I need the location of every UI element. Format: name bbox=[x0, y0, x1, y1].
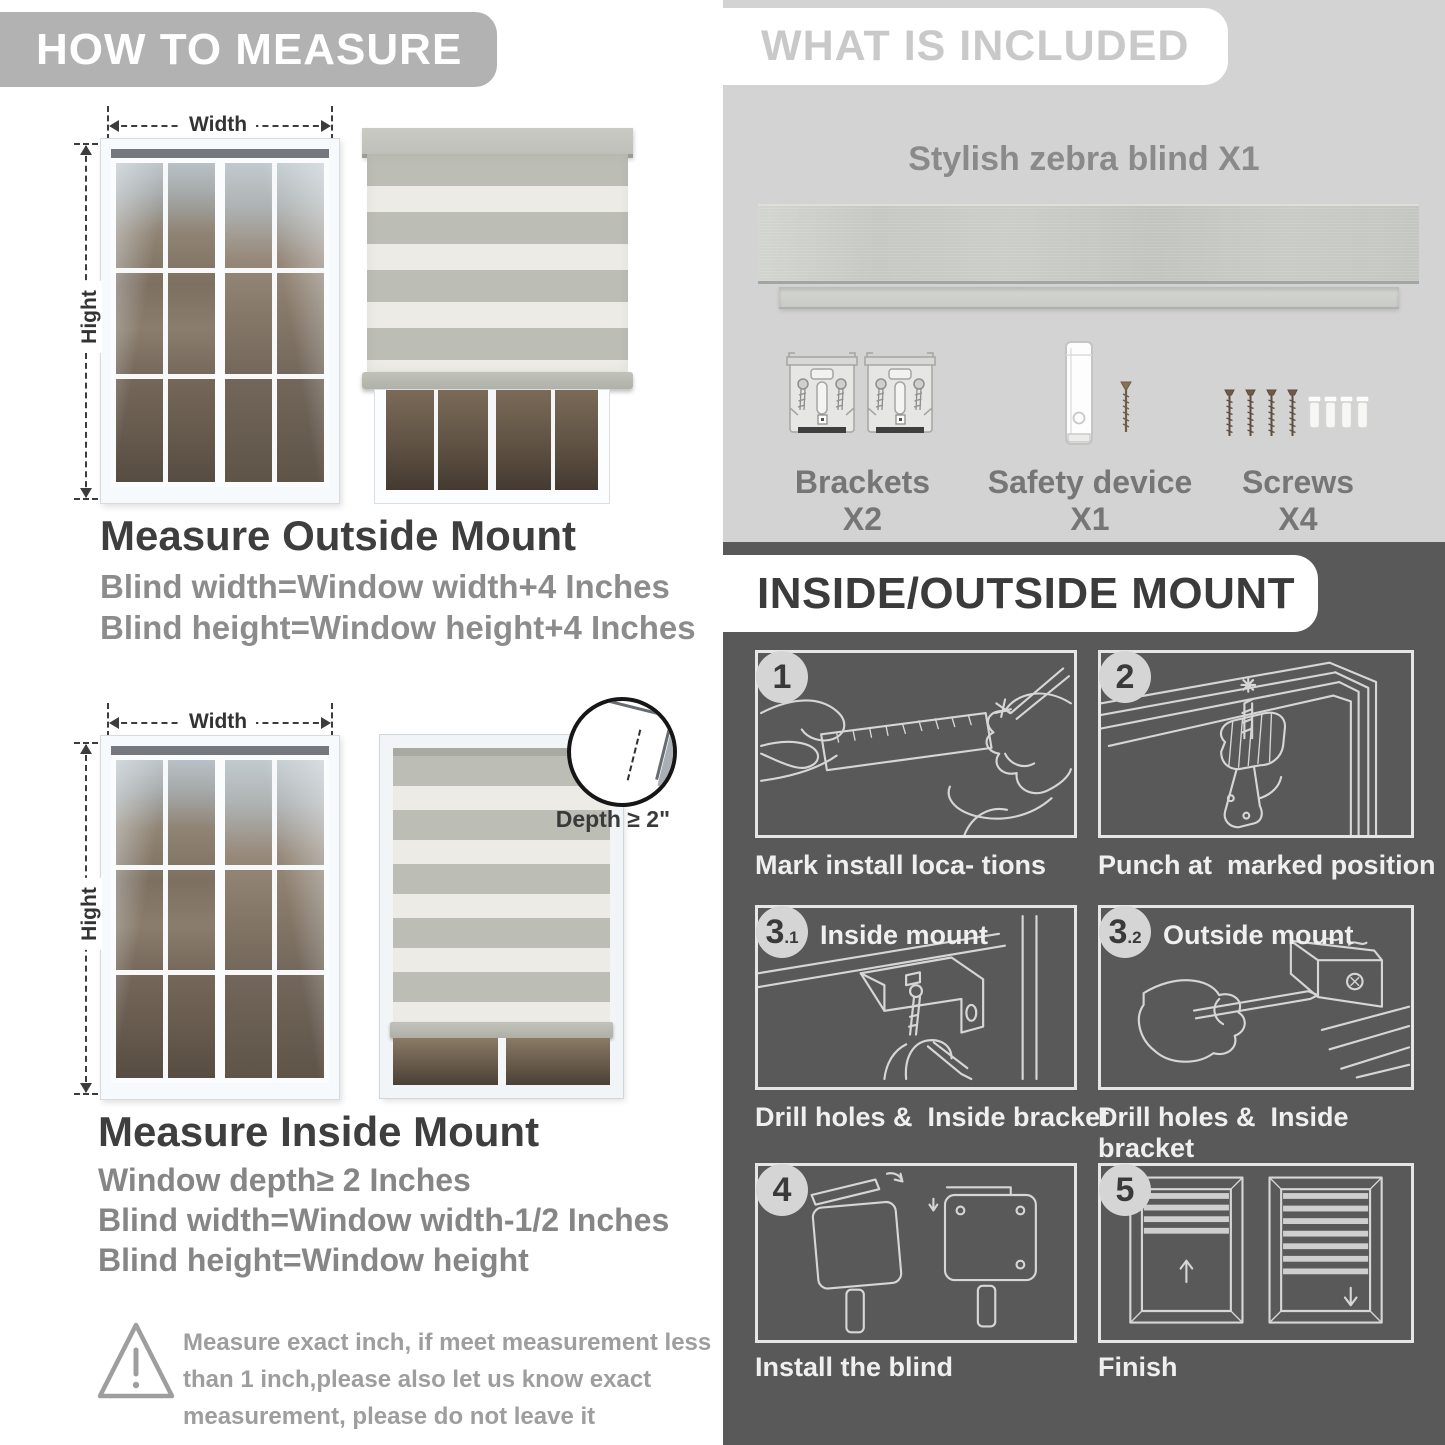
window-glass bbox=[393, 1038, 610, 1085]
step-caption-4: Install the blind bbox=[755, 1352, 954, 1382]
screw-icon bbox=[1118, 380, 1134, 438]
warning-triangle-icon bbox=[95, 1318, 177, 1404]
arrow-down-icon bbox=[80, 1083, 92, 1093]
blind-bottomrail bbox=[390, 1022, 613, 1038]
included-header: WHAT IS INCLUDED bbox=[723, 8, 1228, 85]
height-label: Hight bbox=[78, 281, 102, 353]
outside-rule-width: Blind width=Window width+4 Inches bbox=[100, 568, 670, 605]
inside-rule-width: Blind width=Window width-1/2 Inches bbox=[98, 1202, 670, 1238]
height-measurement-left-1 bbox=[60, 143, 110, 500]
step-number-badge: 5 bbox=[1099, 1164, 1151, 1216]
inside-rule-height: Blind height=Window height bbox=[98, 1242, 529, 1278]
step-caption-3-1: Drill holes & Inside bracket bbox=[755, 1102, 1110, 1132]
window-door-right bbox=[220, 755, 329, 1083]
step-title: Inside mount bbox=[820, 920, 988, 950]
width-label: Width bbox=[180, 710, 256, 734]
zebra-blind-rail bbox=[758, 204, 1419, 284]
brackets-caption: Brackets X2 bbox=[794, 464, 931, 537]
arrow-left-icon bbox=[109, 717, 119, 729]
screws-caption: Screws X4 bbox=[1241, 464, 1355, 537]
blind-fabric bbox=[393, 756, 610, 1024]
step-number-badge: 4 bbox=[756, 1164, 808, 1216]
zebra-blind-rail-lip bbox=[779, 287, 1399, 309]
step-number-badge: 1 bbox=[756, 651, 808, 703]
blind-fabric bbox=[367, 154, 628, 372]
how-to-measure-header: HOW TO MEASURE bbox=[0, 12, 497, 87]
window-photo-inside bbox=[100, 735, 340, 1100]
arrow-left-icon bbox=[109, 120, 119, 132]
step-panel-4 bbox=[755, 1163, 1077, 1343]
window-valance bbox=[111, 746, 329, 755]
width-label: Width bbox=[180, 113, 256, 137]
window-door-right bbox=[220, 158, 329, 487]
screws-anchors-icon bbox=[1223, 388, 1373, 442]
safety-device-caption: Safety device X1 bbox=[987, 464, 1193, 537]
step-caption-3-2: Drill holes & Inside bracket bbox=[1098, 1102, 1357, 1163]
window-behind-blind bbox=[374, 389, 610, 504]
width-measurement-top bbox=[107, 106, 333, 140]
step-title: Outside mount bbox=[1163, 920, 1354, 950]
window-door-left bbox=[111, 755, 220, 1083]
mount-header: INSIDE/OUTSIDE MOUNT bbox=[723, 555, 1318, 632]
inside-rule-depth: Window depth≥ 2 Inches bbox=[98, 1162, 471, 1198]
bracket-icon bbox=[785, 348, 859, 443]
step-caption-2: Punch at marked position bbox=[1098, 850, 1436, 880]
arrow-down-icon bbox=[80, 488, 92, 498]
window-valance bbox=[111, 149, 329, 158]
step-caption-5: Finish bbox=[1098, 1352, 1178, 1382]
outside-rule-height: Blind height=Window height+4 Inches bbox=[100, 609, 696, 646]
bracket-icon bbox=[863, 348, 937, 443]
window-photo-outside bbox=[100, 138, 340, 504]
arrow-up-icon bbox=[80, 145, 92, 155]
warning-text: Measure exact inch, if meet measurement less than 1 inch,please also let us know exact measurement, please do not leave it bbox=[183, 1329, 712, 1430]
step-panel-5 bbox=[1098, 1163, 1414, 1343]
step-number-badge: 3.1 bbox=[756, 906, 808, 958]
width-measurement-bottom bbox=[107, 703, 333, 737]
arrow-up-icon bbox=[80, 744, 92, 754]
arrow-right-icon bbox=[321, 120, 331, 132]
step-number-badge: 3.2 bbox=[1099, 906, 1151, 958]
inside-mount-heading: Measure Inside Mount bbox=[98, 1108, 540, 1155]
safety-device-icon bbox=[1058, 338, 1100, 450]
step-panel-3-1 bbox=[755, 905, 1077, 1090]
blind-bottomrail bbox=[362, 372, 633, 389]
arrow-right-icon bbox=[321, 717, 331, 729]
step-number-badge: 2 bbox=[1099, 651, 1151, 703]
height-label: Hight bbox=[78, 878, 102, 950]
outside-mount-heading: Measure Outside Mount bbox=[100, 512, 577, 559]
depth-detail-magnifier bbox=[567, 697, 677, 807]
step-panel-2 bbox=[1098, 650, 1414, 838]
step-caption-1: Mark install loca- tions bbox=[755, 850, 1047, 880]
height-measurement-left-2 bbox=[60, 742, 110, 1095]
step-panel-1 bbox=[755, 650, 1077, 838]
blind-quantity-label: Stylish zebra blind X1 bbox=[908, 140, 1260, 178]
depth-label: Depth ≥ 2" bbox=[555, 806, 670, 832]
step-panel-3-2 bbox=[1098, 905, 1414, 1090]
window-door-left bbox=[111, 158, 220, 487]
